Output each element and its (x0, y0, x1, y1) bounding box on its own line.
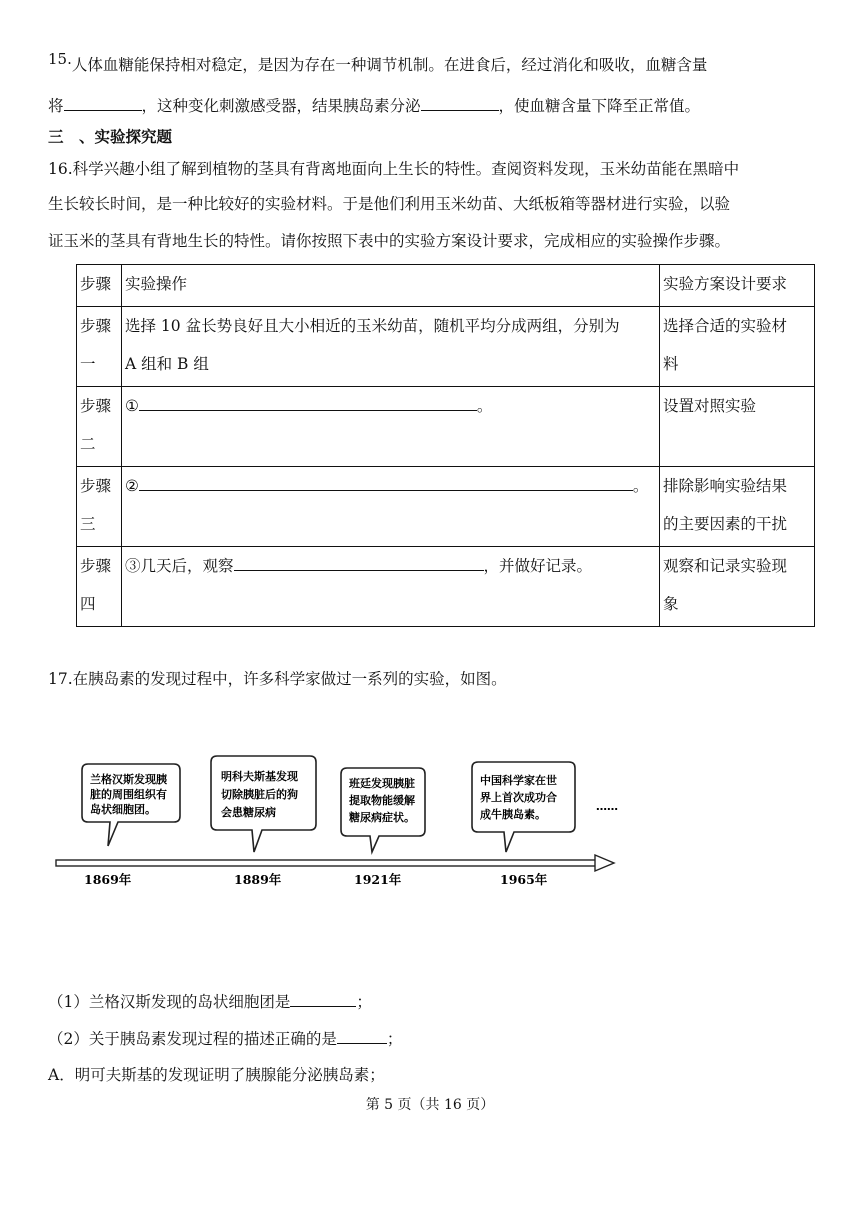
requirement-text: 观察和记录实验现 (663, 557, 788, 575)
timeline-event-1965 (472, 762, 575, 852)
q17-sub1-text: （1）兰格汉斯发现的岛状细胞团是 (48, 993, 291, 1011)
requirement-text: 设置对照实验 (663, 397, 757, 415)
requirement-cell (660, 387, 815, 467)
event-line: 提取物能缓解 (349, 794, 415, 807)
requirement-text: 排除影响实验结果 (663, 477, 788, 495)
operation-text: 选择 10 盆长势良好且大小相近的玉米幼苗，随机平均分成两组，分别为 (125, 317, 620, 335)
q17-sub2-text: （2）关于胰岛素发现过程的描述正确的是 (48, 1030, 337, 1048)
event-line: 糖尿病症状。 (349, 811, 415, 824)
timeline-event-1869 (82, 764, 180, 846)
q15-text-a: 人体血糖能保持相对稳定，是因为存在一种调节机制。在进食后，经过消化和吸收，血糖含量 (71, 56, 708, 74)
table-row (77, 307, 815, 387)
event-line: 会患糖尿病 (221, 806, 276, 819)
q17-sub2-blank[interactable] (337, 1027, 387, 1044)
table-header-row (77, 265, 815, 307)
event-line: 成牛胰岛素。 (480, 808, 546, 821)
q16-line2: 生长较长时间，是一种比较好的实验材料。于是他们利用玉米幼苗、大纸板箱等器材进行实验，以验 (48, 195, 731, 213)
step-cell (77, 307, 122, 387)
event-line: 兰格汉斯发现胰 (90, 773, 167, 786)
operation-suffix: 。 (632, 477, 649, 495)
year-label: 1921年 (354, 872, 402, 887)
event-line: 岛状细胞团。 (90, 803, 156, 816)
q15-line2 (48, 94, 700, 117)
q17-sub2 (48, 1027, 402, 1050)
requirement-text-cont: 象 (663, 595, 679, 613)
event-line: 明科夫斯基发现 (221, 770, 298, 783)
step-number: 二 (80, 435, 96, 453)
step-label: 步骤 (80, 477, 112, 495)
step-label: 步骤 (80, 397, 112, 415)
timeline-ellipsis: …… (596, 800, 618, 813)
requirement-cell (660, 467, 815, 547)
operation-prefix: ③几天后，观察 (125, 557, 234, 575)
q17-sub1-blank[interactable] (290, 990, 356, 1007)
timeline-event-1921 (341, 768, 425, 852)
operation-cell (122, 387, 660, 467)
q17-sub1 (48, 990, 372, 1013)
q17-option-a: A．明可夫斯基的发现证明了胰腺能分泌胰岛素； (48, 1066, 385, 1084)
step-number: 三 (80, 515, 96, 533)
step-number: 一 (80, 355, 96, 373)
event-line: 班廷发现胰脏 (349, 777, 415, 790)
section-header: 三 、实验探究题 (48, 127, 173, 146)
step2-blank[interactable] (139, 394, 477, 411)
step-label: 步骤 (80, 557, 112, 575)
step-cell (77, 467, 122, 547)
q15-number: 15. (48, 50, 72, 68)
q15-blank-1[interactable] (64, 94, 142, 111)
step-cell (77, 387, 122, 467)
step-label: 步骤 (80, 317, 112, 335)
header-step: 步骤 (77, 265, 122, 307)
insulin-discovery-timeline (48, 752, 628, 892)
operation-suffix: 。 (476, 397, 493, 415)
event-line: 中国科学家在世 (480, 774, 557, 787)
operation-prefix: ① (125, 397, 139, 415)
step-cell (77, 547, 122, 627)
operation-cell (122, 467, 660, 547)
table-row (77, 387, 815, 467)
event-line: 界上首次成功合 (480, 791, 557, 804)
year-label: 1889年 (234, 872, 282, 887)
q15-text-c: ，这种变化刺激感受器，结果胰岛素分泌 (141, 97, 421, 115)
step-number: 四 (80, 595, 96, 613)
requirement-cell (660, 307, 815, 387)
year-label: 1869年 (84, 872, 132, 887)
experiment-table (76, 264, 815, 627)
page-footer: 第 5 页（共 16 页） (365, 1097, 495, 1113)
event-line: 切除胰脏后的狗 (221, 788, 298, 801)
year-label: 1965年 (500, 872, 548, 887)
q17-intro: 17.在胰岛素的发现过程中，许多科学家做过一系列的实验，如图。 (48, 670, 507, 688)
q16-line1: 16.科学兴趣小组了解到植物的茎具有背离地面向上生长的特性。查阅资料发现，玉米幼苗能在黑暗中 (48, 160, 740, 178)
operation-text-cont: A 组和 B 组 (125, 355, 209, 373)
step4-blank[interactable] (234, 554, 484, 571)
step3-blank[interactable] (139, 474, 633, 491)
q16-line3: 证玉米的茎具有背地生长的特性。请你按照下表中的实验方案设计要求，完成相应的实验操作步骤。 (48, 232, 731, 250)
header-requirement: 实验方案设计要求 (660, 265, 815, 307)
header-operation: 实验操作 (122, 265, 660, 307)
requirement-cell (660, 547, 815, 627)
q17-sub1-end: ； (356, 993, 372, 1011)
table-row (77, 467, 815, 547)
table-row (77, 547, 815, 627)
q17-sub2-end: ； (386, 1030, 403, 1048)
timeline-event-1889 (211, 756, 316, 852)
q15-text-b: 将 (48, 97, 64, 115)
q15-text-d: ，使血糖含量下降至正常值。 (498, 97, 701, 115)
requirement-text: 选择合适的实验材 (663, 317, 788, 335)
operation-cell (122, 307, 660, 387)
requirement-text-cont: 的主要因素的干扰 (663, 515, 788, 533)
operation-cell (122, 547, 660, 627)
q15-blank-2[interactable] (421, 94, 499, 111)
event-line: 脏的周围组织有 (90, 788, 167, 801)
operation-suffix: ，并做好记录。 (483, 557, 593, 575)
operation-prefix: ② (125, 477, 139, 495)
requirement-text-cont: 料 (663, 355, 679, 373)
q15-line1 (48, 48, 707, 76)
timeline-arrow (56, 855, 614, 871)
